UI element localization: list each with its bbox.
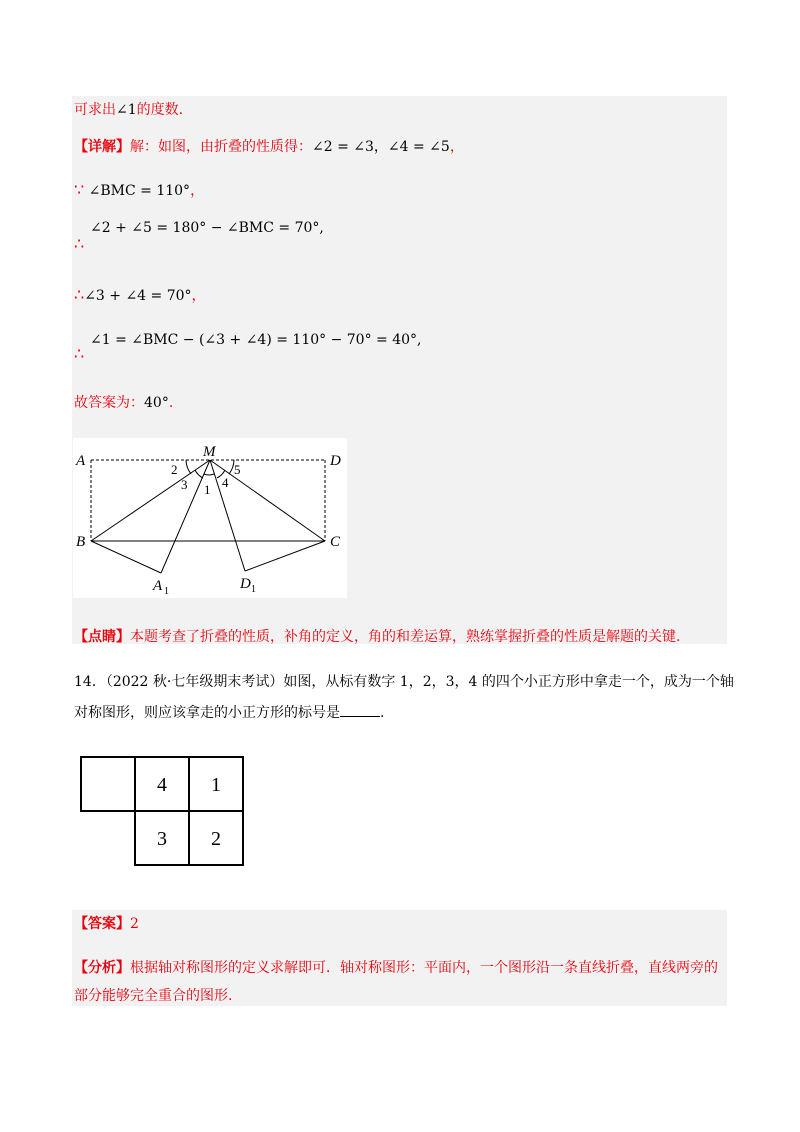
solution-intro xyxy=(74,100,183,120)
step2-math-text: ∠2 + ∠5 = 180° − ∠BMC = 70°, xyxy=(90,220,324,236)
label-C: C xyxy=(330,534,341,550)
angle-label-1: 1 xyxy=(204,482,211,497)
answer14-line xyxy=(74,914,139,934)
step3-math: ∠3 + ∠4 = 70° xyxy=(84,288,192,304)
angle-arc-3 xyxy=(195,470,203,478)
angle-label-5: 5 xyxy=(234,462,241,477)
answer-prefix: 故答案为： xyxy=(74,395,144,411)
step1-math: ∠BMC = 110° xyxy=(88,183,191,199)
square-blank xyxy=(81,757,135,811)
line-CM xyxy=(210,460,325,541)
step4-math-text: ∠1 = ∠BMC − (∠3 + ∠4) = 110° − 70° = 40°, xyxy=(90,332,422,348)
question14-line2 xyxy=(74,702,384,723)
step1-end: ， xyxy=(190,183,205,199)
intro-math: ∠1 xyxy=(116,102,137,118)
square-label-1: 1 xyxy=(211,774,221,796)
comment-line xyxy=(74,627,680,647)
question14-line1: 14．（2022 秋·七年级期末考试）如图，从标有数字 1，2，3，4 的四个小正方形中拿走一个，成为一个轴 xyxy=(74,674,734,690)
analysis14-text: 根据轴对称图形的定义求解即可．轴对称图形：平面内，一个图形沿一条直线折叠，直线两旁的 xyxy=(130,960,718,976)
label-D1-sub: 1 xyxy=(251,584,256,595)
label-D: D xyxy=(330,453,341,469)
detail-math: ∠2 = ∠3，∠4 = ∠5 xyxy=(312,139,450,155)
analysis14-line2: 部分能够完全重合的图形. xyxy=(74,988,233,1004)
label-B: B xyxy=(76,534,86,550)
answer14-value: 2 xyxy=(130,916,139,932)
angle-label-4: 4 xyxy=(222,475,229,490)
intro-prefix: 可求出 xyxy=(74,102,116,118)
answer-math: 40° xyxy=(144,395,169,411)
step2-symbol xyxy=(74,234,84,255)
comment-text: 本题考查了折叠的性质，补角的定义，角的和差运算，熟练掌握折叠的性质是解题的关键. xyxy=(130,629,681,645)
therefore-symbol: ∴ xyxy=(74,234,85,253)
folding-figure xyxy=(73,438,347,598)
detail-end: ， xyxy=(449,139,464,155)
analysis14-line1 xyxy=(74,958,718,978)
square-label-4: 4 xyxy=(157,774,167,796)
therefore-symbol: ∴ xyxy=(74,285,85,304)
detail-line xyxy=(74,137,464,157)
angle-label-2: 2 xyxy=(171,462,178,477)
angle-arc-2 xyxy=(186,460,191,474)
answer-end: . xyxy=(168,395,174,411)
detail-tag: 【详解】 xyxy=(74,139,130,155)
label-A: A xyxy=(76,453,86,469)
step1-line xyxy=(74,180,204,201)
square-label-3: 3 xyxy=(157,828,167,850)
label-M: M xyxy=(203,444,216,460)
label-D1: D xyxy=(240,576,251,592)
line-BA1 xyxy=(91,541,161,573)
label-A1-sub: 1 xyxy=(164,586,169,597)
detail-text: 解：如图，由折叠的性质得： xyxy=(130,139,312,155)
angle-arc-1 xyxy=(204,474,214,475)
square-label-2: 2 xyxy=(211,828,221,850)
intro-suffix: 的度数. xyxy=(136,102,184,118)
step2-math xyxy=(90,218,324,238)
question14-text: 对称图形，则应该拿走的小正方形的标号是 xyxy=(74,705,340,721)
folding-figure-svg xyxy=(73,438,347,598)
squares-figure-svg xyxy=(80,756,250,868)
comment-tag: 【点睛】 xyxy=(74,629,130,645)
squares-figure xyxy=(80,756,250,872)
step3-line xyxy=(74,285,206,306)
line-CD1 xyxy=(245,541,325,571)
because-symbol: ∵ xyxy=(74,180,85,199)
step4-symbol xyxy=(74,344,84,365)
question14-end: . xyxy=(380,705,385,721)
answer-line xyxy=(74,393,173,413)
answer14-tag: 【答案】 xyxy=(74,916,130,932)
step3-end: ， xyxy=(191,288,206,304)
label-A1: A xyxy=(153,578,163,594)
angle-label-3: 3 xyxy=(181,477,188,492)
analysis14-tag: 【分析】 xyxy=(74,960,130,976)
step4-math xyxy=(90,330,422,350)
answer-blank xyxy=(340,702,380,717)
therefore-symbol: ∴ xyxy=(74,344,85,363)
